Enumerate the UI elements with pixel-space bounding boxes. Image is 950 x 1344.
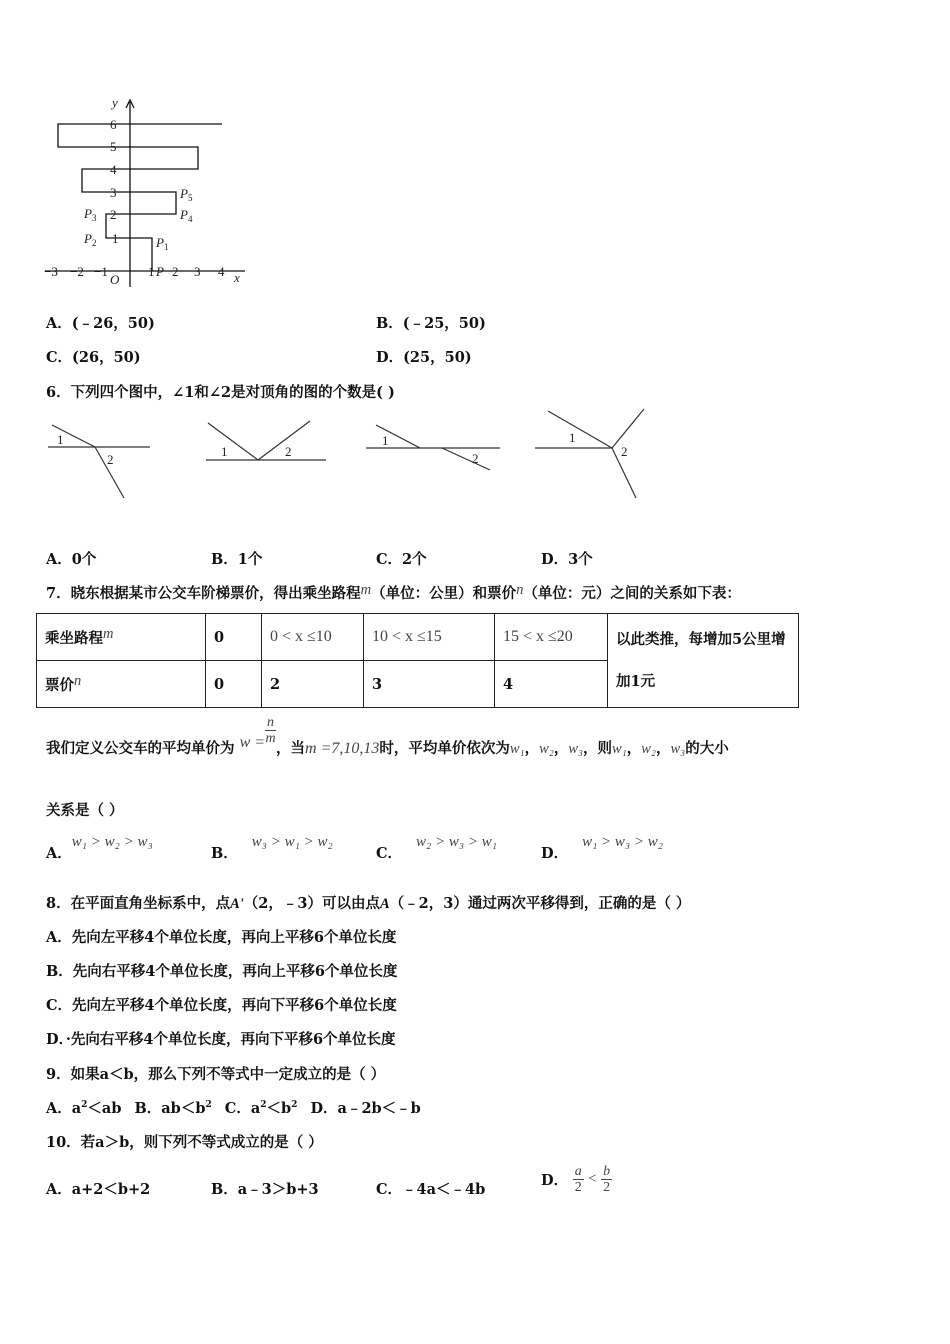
origin-label: O xyxy=(110,272,120,287)
table-cell: 10 < x ≤15 xyxy=(364,614,495,661)
point-p3-label: $P_3$ xyxy=(84,206,97,223)
fig4-angle2-label: 2 xyxy=(621,444,628,459)
q7-option-a[interactable]: A．w₁ > w₂ > w₃ xyxy=(46,834,153,862)
x-axis-label: x xyxy=(234,270,240,285)
fig2-angle2-label: 2 xyxy=(285,444,292,459)
y-tick-3: 3 xyxy=(110,185,117,200)
q7-option-d[interactable]: D．w₁ > w₃ > w₂ xyxy=(541,834,663,862)
q5-option-b[interactable]: B．(﹣25，50) xyxy=(376,315,486,332)
fig2-angle1-label: 1 xyxy=(221,444,228,459)
x-tick-1: 1 xyxy=(148,264,155,279)
point-p-label: P xyxy=(156,264,164,279)
q8-option-b[interactable]: B．先向右平移4个单位长度，再向上平移6个单位长度 xyxy=(46,963,398,980)
q6-option-d[interactable]: D．3个 xyxy=(541,551,593,568)
q6-figures xyxy=(40,405,660,505)
y-tick-1: 1 xyxy=(112,231,119,246)
q6-option-b[interactable]: B．1个 xyxy=(211,551,263,568)
q10-option-d[interactable]: D． $\frac{a}{2}$ < $\frac{b}{2}$ xyxy=(541,1164,611,1195)
coordinate-graph xyxy=(40,92,260,292)
q6-option-c[interactable]: C．2个 xyxy=(376,551,427,568)
q7-option-c[interactable]: C．w₂ > w₃ > w₁ xyxy=(376,834,497,862)
q5-option-c[interactable]: C．(26，50) xyxy=(46,349,141,366)
q8-stem: 8．在平面直角坐标系中，点A'（2，﹣3）可以由点A（﹣2，3）通过两次平移得到，正确的是（ ） xyxy=(46,895,691,912)
q7-definition: 我们定义公交车的平均单价为 w = $\frac{n}{m}$ ，当m =7,10,13时，平均单价依次为w₁，w₂，w₃，则w₁，w₂，w₃的大小 xyxy=(46,715,729,757)
table-header-price: 票价n xyxy=(37,661,206,708)
point-p5-label: $P_5$ xyxy=(180,186,193,203)
fig3-angle1-label: 1 xyxy=(382,433,389,448)
q10-stem: 10．若a＞b，则下列不等式成立的是（ ） xyxy=(46,1134,323,1151)
point-p2-label: $P_2$ xyxy=(84,231,97,248)
q9-stem: 9．如果a＜b，那么下列不等式中一定成立的是（ ） xyxy=(46,1066,386,1083)
q8-option-a[interactable]: A．先向左平移4个单位长度，再向上平移6个单位长度 xyxy=(46,929,397,946)
y-tick-6: 6 xyxy=(110,117,117,132)
fig1-angle2-label: 2 xyxy=(107,452,114,467)
table-cell: 0 < x ≤10 xyxy=(262,614,364,661)
q9-option-c[interactable]: C．$a^2<b^2$ xyxy=(224,1100,298,1117)
point-p4-label: $P_4$ xyxy=(180,207,193,224)
x-tick-neg3: −3 xyxy=(44,264,58,279)
fig4-angle1-label: 1 xyxy=(569,430,576,445)
q5-option-d[interactable]: D．(25，50) xyxy=(376,349,472,366)
q9-option-b[interactable]: B．$ab<b^2$ xyxy=(134,1100,212,1117)
table-cell: 4 xyxy=(495,661,608,708)
q10-option-b[interactable]: B．a﹣3＞b+3 xyxy=(211,1181,319,1198)
q8-option-d[interactable]: D．·先向右平移4个单位长度，再向下平移6个单位长度 xyxy=(46,1031,396,1048)
fig1-angle1-label: 1 xyxy=(57,432,64,447)
fig3-angle2-label: 2 xyxy=(472,451,479,466)
x-tick-neg2: −2 xyxy=(70,264,84,279)
table-cell: 2 xyxy=(262,661,364,708)
q9-option-d[interactable]: D．a﹣2b＜﹣b xyxy=(310,1100,421,1117)
q9-options xyxy=(46,1097,421,1118)
x-tick-3: 3 xyxy=(194,264,201,279)
y-tick-4: 4 xyxy=(110,162,117,177)
fare-table xyxy=(36,613,799,708)
table-cell: 15 < x ≤20 xyxy=(495,614,608,661)
x-tick-2: 2 xyxy=(172,264,179,279)
x-tick-4: 4 xyxy=(218,264,225,279)
table-header-distance: 乘坐路程m xyxy=(37,614,206,661)
q8-option-c[interactable]: C．先向左平移4个单位长度，再向下平移6个单位长度 xyxy=(46,997,397,1014)
point-p1-label: $P_1$ xyxy=(156,235,169,252)
table-cell: 0 xyxy=(206,661,262,708)
y-tick-2: 2 xyxy=(110,207,117,222)
q10-option-c[interactable]: C．﹣4a＜﹣4b xyxy=(376,1181,486,1198)
table-note: 以此类推，每增加5公里增加1元 xyxy=(608,614,799,708)
q10-option-a[interactable]: A．a+2＜b+2 xyxy=(46,1181,151,1198)
table-cell: 3 xyxy=(364,661,495,708)
q5-option-a[interactable]: A．(﹣26，50) xyxy=(46,315,155,332)
q7-option-b[interactable]: B．w₃ > w₁ > w₂ xyxy=(211,834,333,862)
q7-relation: 关系是（ ） xyxy=(46,802,124,819)
q9-option-a[interactable]: A．$a^2<ab$ xyxy=(46,1100,122,1117)
x-tick-neg1: −1 xyxy=(94,264,108,279)
y-axis-label: y xyxy=(112,95,118,110)
y-tick-5: 5 xyxy=(110,139,117,154)
table-cell: 0 xyxy=(206,614,262,661)
spiral-path xyxy=(58,124,222,271)
q6-option-a[interactable]: A．0个 xyxy=(46,551,97,568)
q7-stem: 7．晓东根据某市公交车阶梯票价，得出乘坐路程m（单位：公里）和票价n（单位：元）之间的关系如下表： xyxy=(46,582,741,602)
q6-stem: 6．下列四个图中，∠1和∠2是对顶角的图的个数是( ) xyxy=(46,384,395,401)
